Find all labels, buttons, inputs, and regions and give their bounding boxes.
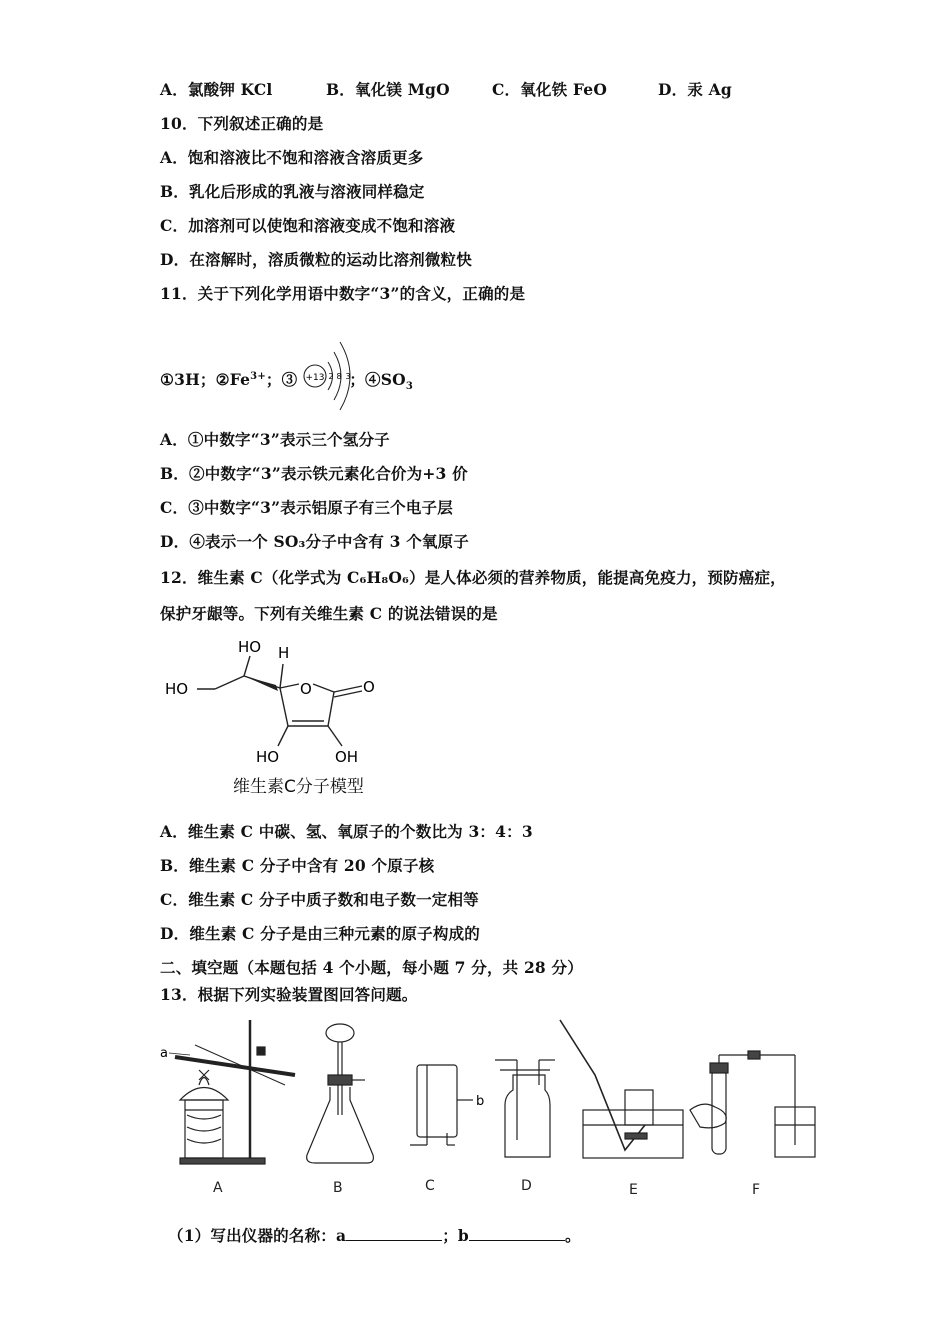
q10-stem: 10．下列叙述正确的是: [160, 114, 324, 133]
nucleus-charge: +13: [305, 373, 325, 383]
q13-stem: 13．根据下列实验装置图回答问题。: [160, 985, 418, 1004]
shell-electrons-2: 8: [336, 372, 342, 381]
marker-b: b: [476, 1094, 485, 1109]
section-heading: 二、填空题（本题包括 4 个小题，每小题 7 分，共 28 分）: [160, 958, 583, 977]
label-o-ring: O: [300, 680, 312, 698]
q12-option-a: A．维生素 C 中碳、氢、氧原子的个数比为 3：4：3: [160, 822, 533, 841]
q11-item1: ①3H；: [160, 370, 216, 389]
q10-option-a: A．饱和溶液比不饱和溶液含溶质更多: [160, 148, 424, 167]
vitamin-c-caption: 维生素C分子模型: [233, 777, 364, 797]
shell-electrons-3: 3: [345, 372, 351, 381]
apparatus-b: [307, 1024, 374, 1163]
answer-blank-a[interactable]: [346, 1228, 442, 1241]
vitamin-c-structure: [160, 636, 390, 771]
q11-option-a: A．①中数字“3”表示三个氢分子: [160, 430, 390, 449]
apparatus-label-e: E: [629, 1182, 638, 1198]
apparatus-f: [690, 1051, 815, 1157]
q9-option-c: C．氧化铁 FeO: [492, 80, 608, 99]
q12-stem-line2: 保护牙龈等。下列有关维生素 C 的说法错误的是: [160, 604, 498, 623]
q10-option-b: B．乳化后形成的乳液与溶液同样稳定: [160, 182, 425, 201]
q12-stem-line1: 12．维生素 C（化学式为 C₆H₈O₆）是人体必须的营养物质，能提高免疫力，预防癌症，: [160, 568, 786, 587]
aluminum-atom-diagram: [300, 338, 360, 414]
q13-sub1-end: 。: [564, 1226, 581, 1245]
bond-lines: [197, 656, 362, 746]
apparatus-c: [410, 1065, 473, 1145]
label-ho-left: HO: [165, 680, 189, 698]
label-o-carbonyl: O: [363, 678, 375, 696]
apparatus-label-f: F: [752, 1182, 761, 1198]
so-symbol: SO: [380, 370, 406, 389]
fe-symbol: Fe: [229, 370, 251, 389]
shell-electrons-1: 2: [328, 372, 334, 381]
q9-option-d: D．汞 Ag: [658, 80, 732, 99]
marker-a: a: [160, 1046, 168, 1061]
fe-charge: 3+: [250, 370, 266, 382]
q10-option-d: D．在溶解时，溶质微粒的运动比溶剂微粒快: [160, 250, 472, 269]
apparatus-label-a: A: [213, 1180, 223, 1196]
wedge-bond: [244, 676, 278, 691]
label-h: H: [278, 644, 290, 662]
q11-option-b: B．②中数字“3”表示铁元素化合价为+3 价: [160, 464, 468, 483]
marker-a-pointer: [169, 1053, 190, 1055]
q12-option-b: B．维生素 C 分子中含有 20 个原子核: [160, 856, 435, 875]
apparatus-a: [175, 1020, 295, 1164]
answer-blank-b[interactable]: [469, 1228, 565, 1241]
apparatus-e: [560, 1020, 683, 1158]
q11-item3-sep: ；: [349, 370, 366, 389]
label-ho-top: HO: [238, 638, 262, 656]
so-subscript: 3: [405, 381, 414, 393]
q11-option-d: D．④表示一个 SO₃分子中含有 3 个氧原子: [160, 532, 470, 551]
apparatus-label-d: D: [521, 1178, 532, 1194]
apparatus-d: [495, 1060, 555, 1157]
q9-option-b: B．氧化镁 MgO: [326, 80, 450, 99]
q11-item4-prefix: ④: [365, 370, 381, 389]
q11-option-c: C．③中数字“3”表示铝原子有三个电子层: [160, 498, 453, 517]
q11-item3-prefix: ③: [281, 370, 298, 389]
q9-option-a: A．氯酸钾 KCl: [160, 80, 273, 99]
apparatus-illustrations: [155, 1015, 825, 1175]
q11-item2-sep: ；: [265, 370, 282, 389]
label-oh-bottom-right: OH: [335, 748, 359, 766]
q12-option-d: D．维生素 C 分子是由三种元素的原子构成的: [160, 924, 480, 943]
q11-stem: 11．关于下列化学用语中数字“3”的含义，正确的是: [160, 284, 526, 303]
q9-options: [160, 78, 732, 100]
q13-sub1-prefix: （1）写出仪器的名称：a: [168, 1226, 347, 1245]
q13-sub1-mid: ；b: [442, 1226, 469, 1245]
so3-formula: [380, 370, 414, 393]
q11-formula-line: [160, 368, 413, 392]
q12-option-c: C．维生素 C 分子中质子数和电子数一定相等: [160, 890, 479, 909]
label-ho-bottom-left: HO: [256, 748, 280, 766]
apparatus-label-c: C: [425, 1178, 435, 1194]
q11-item2-prefix: ②: [215, 370, 230, 389]
apparatus-label-b: B: [333, 1180, 343, 1196]
q13-sub1: [168, 1224, 581, 1246]
q10-option-c: C．加溶剂可以使饱和溶液变成不饱和溶液: [160, 216, 456, 235]
